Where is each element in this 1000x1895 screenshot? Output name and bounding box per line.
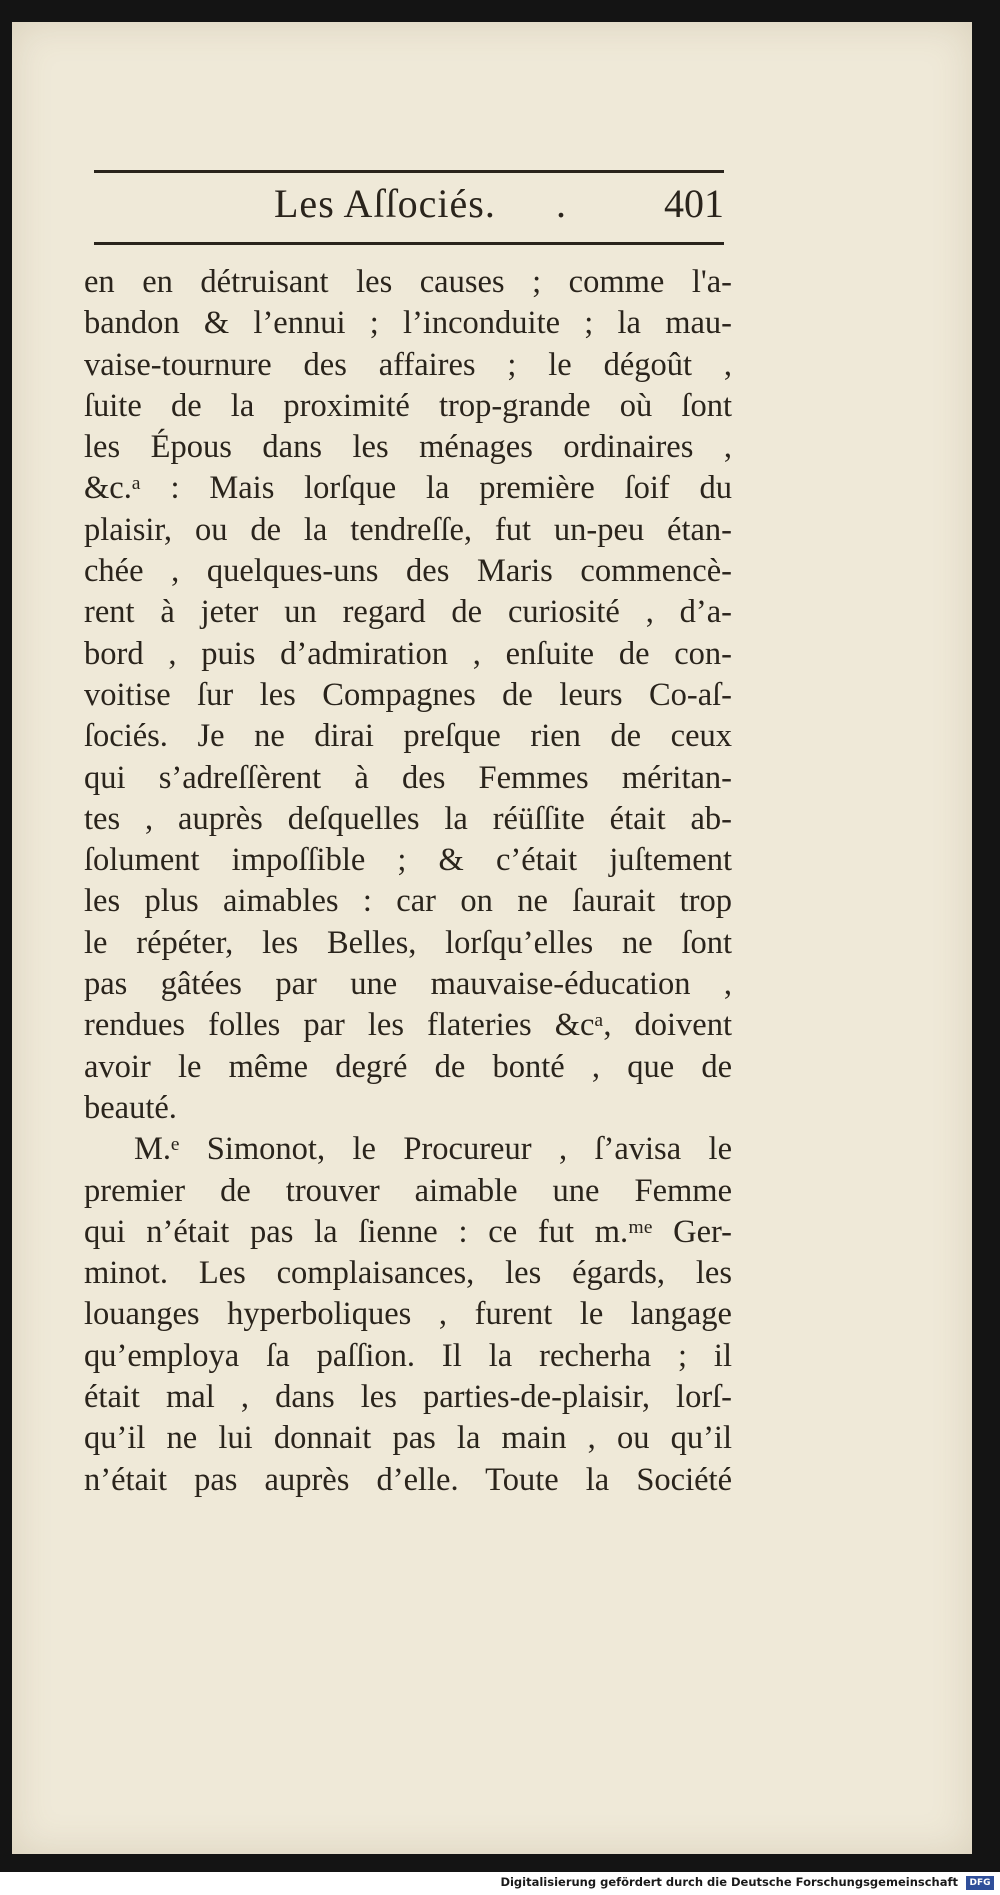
text-line: ſociés. Je ne dirai preſque rien de ceux	[84, 718, 732, 755]
text-line: n’était pas auprès d’elle. Toute la Société	[84, 1461, 732, 1498]
running-separator: .	[556, 181, 566, 226]
running-head	[94, 180, 724, 236]
text-line: vaise-tournure des affaires ; le dégoût ,	[84, 346, 732, 383]
text-line: pas gâtées par une mauvaise-éducation ,	[84, 966, 732, 1003]
text-line: qu’employa ſa paſſion. Il la recherha ; il	[84, 1337, 732, 1374]
footer-bar	[0, 1872, 1000, 1895]
text-line: plaisir, ou de la tendreſſe, fut un-peu étan-	[84, 511, 732, 548]
text-line: rent à jeter un regard de curiosité , d’a-	[84, 594, 732, 631]
text-line: rendues folles par les flateries &cᵃ, doivent	[84, 1007, 732, 1044]
funding-credit: Digitalisierung gefördert durch die Deutsche Forschungsgemeinschaft	[500, 1875, 958, 1889]
body-text	[84, 262, 732, 1501]
header-rule-bottom	[94, 242, 724, 245]
text-line: le répéter, les Belles, lorſqu’elles ne ſont	[84, 924, 732, 961]
text-line: chée , quelques-uns des Maris commencè-	[84, 553, 732, 590]
text-line: bandon & l’ennui ; l’inconduite ; la mau-	[84, 305, 732, 342]
book-page	[12, 22, 972, 1854]
dfg-logo-icon: DFG	[966, 1876, 994, 1890]
text-line: était mal , dans les parties-de-plaisir, lorſ-	[84, 1379, 732, 1416]
text-line: voitise ſur les Compagnes de leurs Co-aſ-	[84, 676, 732, 713]
text-line: tes , auprès deſquelles la réüſſite était ab-	[84, 800, 732, 837]
text-line: bord , puis d’admiration , enſuite de con-	[84, 635, 732, 672]
text-line: ſolument impoſſible ; & c’était juſtement	[84, 842, 732, 879]
paragraph-end-line: beauté.	[84, 1089, 177, 1126]
text-line: louanges hyperboliques , furent le langage	[84, 1296, 732, 1333]
running-title: Les Aſſociés.	[274, 181, 496, 226]
text-line: qui s’adreſſèrent à des Femmes méritan-	[84, 759, 732, 796]
text-line: premier de trouver aimable une Femme	[84, 1172, 732, 1209]
text-line: minot. Les complaisances, les égards, les	[84, 1255, 732, 1292]
text-line: avoir le même degré de bonté , que de	[84, 1048, 732, 1085]
text-line: qui n’était pas la ſienne : ce fut m.ᵐᵉ Ger-	[84, 1213, 732, 1250]
header-rule-top	[94, 170, 724, 173]
text-line: en en détruisant les causes ; comme l'a-	[84, 264, 732, 300]
paragraph-start-line: M.ᵉ Simonot, le Procureur , ſ’avisa le	[134, 1131, 732, 1168]
text-line: &c.ᵃ : Mais lorſque la première ſoif du	[84, 470, 732, 507]
text-line: qu’il ne lui donnait pas la main , ou qu’il	[84, 1420, 732, 1457]
text-line: les Épous dans les ménages ordinaires ,	[84, 429, 732, 466]
page-number: 401	[664, 181, 724, 226]
text-line: ſuite de la proximité trop-grande où ſont	[84, 387, 732, 424]
text-line: les plus aimables : car on ne ſaurait trop	[84, 883, 732, 920]
